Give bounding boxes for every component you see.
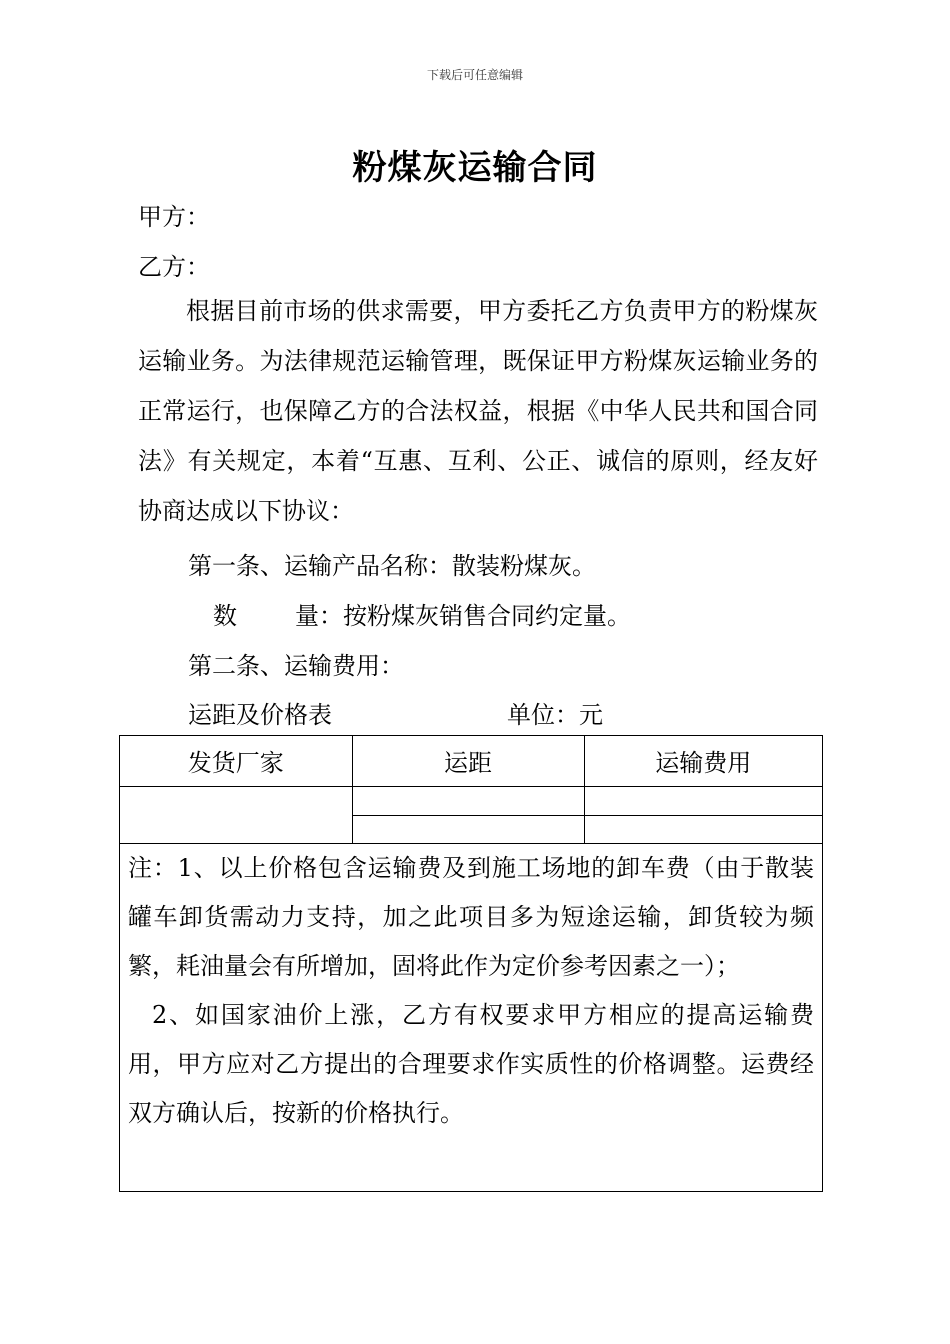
article-1: 第一条、运输产品名称：散装粉煤灰。: [188, 552, 596, 580]
header-shipper: 发货厂家: [120, 736, 352, 786]
quantity-label-part1: 数: [213, 602, 237, 630]
header-note: 下载后可任意编辑: [426, 68, 523, 82]
quantity-label-part2: 量：按粉煤灰销售合同约定量。: [295, 602, 631, 630]
header-distance: 运距: [352, 736, 584, 786]
freight-cell[interactable]: [584, 815, 822, 843]
note-1: 注：1、以上价格包含运输费及到施工场地的卸车费（由于散装罐车卸货需动力支持，加之此项目多为短途运输，卸货较为频繁，耗油量会有所增加，固将此作为定价参考因素之一）；: [128, 854, 814, 980]
intro-paragraph: 根据目前市场的供求需要，甲方委托乙方负责甲方的粉煤灰运输业务。为法律规范运输管理，既保证甲方粉煤灰运输业务的正常运行，也保障乙方的合法权益，根据《中华人民共和国合同法》有关规定，本着“互惠、互利、公正、诚信的原则，经友好协商达成以下协议：: [138, 297, 818, 525]
header-freight: 运输费用: [584, 736, 822, 786]
distance-cell[interactable]: [352, 786, 584, 815]
document-title: 粉煤灰运输合同: [352, 148, 598, 188]
rate-table-box: [119, 735, 823, 1192]
article-2: 第二条、运输费用：: [188, 652, 404, 680]
rate-table: [120, 736, 822, 844]
shipper-cell[interactable]: [120, 786, 352, 843]
note-2: 2、如国家油价上涨，乙方有权要求甲方相应的提高运输费用，甲方应对乙方提出的合理要求作实质性的价格调整。运费经双方确认后，按新的价格执行。: [128, 1001, 814, 1127]
party-a-line: 甲方：: [138, 203, 210, 231]
table-row: [120, 786, 822, 815]
distance-cell[interactable]: [352, 815, 584, 843]
unit-label: 单位：元: [507, 701, 603, 729]
quantity-line: [213, 596, 631, 631]
table-notes: [128, 844, 814, 1138]
freight-cell[interactable]: [584, 786, 822, 815]
party-b-line: 乙方：: [138, 253, 210, 281]
table-header-row: [120, 736, 822, 786]
table-caption: 运距及价格表: [188, 701, 332, 729]
